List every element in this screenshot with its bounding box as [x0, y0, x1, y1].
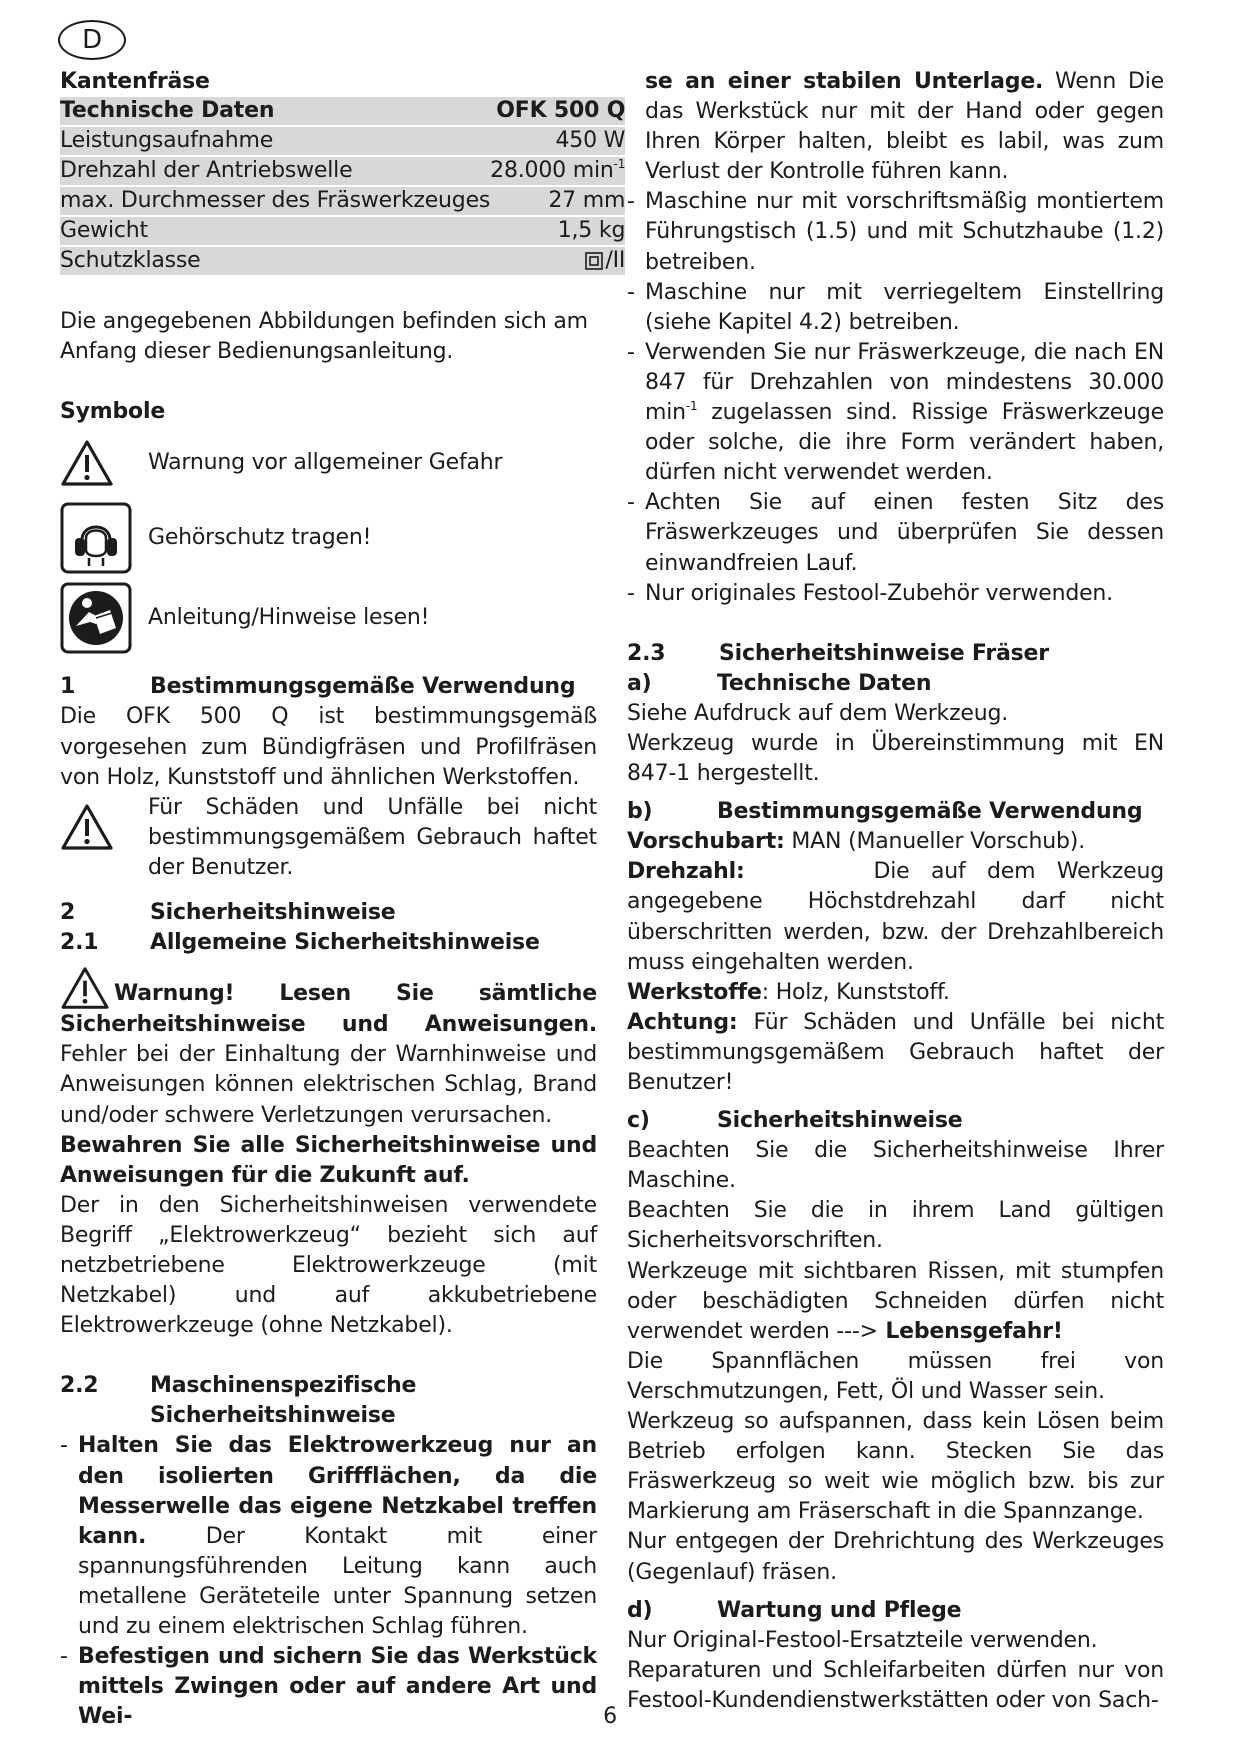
section-number: c): [627, 1108, 650, 1134]
protection-class-value: /II: [605, 248, 626, 274]
symbol-row: [60, 435, 597, 491]
table-header-model: OFK 500 Q: [490, 97, 625, 125]
technical-data-table: [60, 95, 625, 277]
section-2-2-heading: [60, 1371, 597, 1431]
section-title: Sicherheitshinweise Fräser: [719, 640, 1049, 666]
section-number: b): [627, 799, 653, 825]
list-item-text: Verwenden Sie nur Fräswerkzeuge, die nach EN 847 für Drehzahlen von mindestens 30.000 min: [645, 339, 1164, 426]
list-item-bold: Halten Sie das Elektrowerkzeug nur an den isolierten Griffflächen, da die Messerwelle das eigene Netzkabel treffen kann.: [78, 1433, 597, 1549]
list-item: - Maschine nur mit verriegeltem Einstellring (siehe Kapitel 4.2) betreiben.: [627, 278, 1164, 338]
section-number: d): [627, 1597, 653, 1623]
rpm-exponent: -1: [613, 157, 626, 172]
d-paragraph: Reparaturen und Schleifarbeiten dürfen nur von Festool-Kundendienstwerkstätten oder von Sach-: [627, 1657, 1164, 1713]
feed-text: MAN (Manueller Vorschub).: [784, 829, 1085, 855]
symbol-label: Warnung vor allgemeiner Gefahr: [148, 450, 503, 476]
section-2-3-heading: [627, 639, 1164, 669]
a-paragraph: Siehe Aufdruck auf dem Werkzeug.: [627, 700, 1009, 726]
c-paragraph: Beachten Sie die Sicherheitshinweise Ihrer Maschine.: [627, 1138, 1164, 1194]
c-paragraph: Werkzeug so aufspannen, dass kein Lösen beim Betrieb erfolgen kann. Stecken Sie das Fräswerkzeug so weit wie möglich bzw. bis zur Markierung am Fräserschaft in die Spannzange.: [627, 1409, 1164, 1525]
table-header-label: Technische Daten: [60, 97, 490, 125]
caution-label: Achtung:: [627, 1009, 738, 1035]
table-row: [60, 157, 625, 185]
continued-bold: se an einer stabilen Unterlage.: [645, 69, 1044, 94]
feed-label: Vorschubart:: [627, 829, 785, 855]
section-number: 2: [60, 900, 76, 926]
product-title: Kantenfräse: [60, 69, 210, 94]
subsection-d-heading: [627, 1596, 1164, 1626]
row-value: [490, 157, 625, 185]
read-manual-icon: [60, 582, 148, 654]
symbol-row: [60, 499, 597, 577]
table-header-row: [60, 97, 625, 125]
language-badge: D: [58, 20, 126, 60]
subsection-a-heading: [627, 669, 1164, 699]
c-paragraph: Die Spannflächen müssen frei von Verschmutzungen, Fett, Öl und Wasser sein.: [627, 1348, 1164, 1404]
list-item-bold: Befestigen und sichern Sie das Werkstück mittels Zwingen oder auf andere Art und Wei-: [78, 1644, 597, 1730]
row-value: 27 mm: [490, 187, 625, 215]
row-value: 450 W: [490, 127, 625, 155]
list-item: - Halten Sie das Elektrowerkzeug nur an den isolierten Griffflächen, da die Messerwelle das eigene Netzkabel treffen kann. Der Kontakt mit einer spannungsführenden Leitung kann auch metallene Geräteteile unter Spannung setzen und zu einem elektrischen Schlag führen.: [60, 1433, 597, 1639]
caution-text: Für Schäden und Unfälle bei nicht bestimmungsgemäßem Gebrauch haftet der Benutzer!: [627, 1009, 1164, 1095]
list-item-text: Maschine nur mit vorschriftsmäßig montiertem Führungstisch (1.5) und mit Schutzhaube (1.2) betreiben.: [645, 189, 1164, 275]
warning-triangle-icon: [60, 966, 110, 1010]
table-row: [60, 247, 625, 275]
list-item-continued: [627, 67, 1164, 187]
list-item-text: Maschine nur mit verriegeltem Einstellring (siehe Kapitel 4.2) betreiben.: [645, 279, 1164, 335]
row-label: Schutzklasse: [60, 247, 490, 275]
section-title: Sicherheitshinweise: [717, 1108, 963, 1134]
danger-label: Lebensgefahr!: [877, 1318, 1063, 1344]
materials-text: : Holz, Kunststoff.: [761, 979, 950, 1005]
a-paragraph: Werkzeug wurde in Übereinstimmung mit EN 847-1 hergestellt.: [627, 730, 1164, 787]
keep-instructions: Bewahren Sie alle Sicherheitshinweise und Anweisungen für die Zukunft auf.: [60, 1132, 597, 1188]
section-number: a): [627, 670, 652, 696]
subsection-b-heading: [627, 797, 1164, 827]
section-1-heading: [60, 672, 597, 702]
page-number: 6: [603, 1704, 617, 1729]
table-row: [60, 127, 625, 155]
section-title: Sicherheitshinweise: [150, 900, 396, 926]
section-number: 1: [60, 674, 76, 700]
c-paragraph: Nur entgegen der Drehrichtung des Werkzeuges (Gegenlauf) fräsen.: [627, 1529, 1164, 1585]
section-title: Bestimmungsgemäße Verwendung: [717, 799, 1143, 825]
materials-line: [627, 978, 1164, 1008]
section-2-1-heading: [60, 928, 597, 958]
warning-triangle-icon: [60, 439, 148, 487]
right-column: [627, 67, 1164, 1716]
list-item: - Maschine nur mit vorschriftsmäßig montiertem Führungstisch (1.5) und mit Schutzhaube (1.2) betreiben.: [627, 187, 1164, 277]
speed-text: Die auf dem Werkzeug angegebene Höchstdrehzahl darf nicht überschritten werden, bzw. der Drehzahlbereich muss eingehalten werden.: [627, 859, 1164, 975]
section-title: Wartung und Pflege: [717, 1597, 962, 1623]
left-column: [60, 67, 626, 1732]
list-item: - Befestigen und sichern Sie das Werkstück mittels Zwingen oder auf andere Art und Wei-: [60, 1644, 597, 1730]
caution-paragraph: [627, 1008, 1164, 1098]
section-title: Maschinenspezifische Sicherheitshinweise: [150, 1373, 417, 1429]
liability-warning: [60, 793, 597, 883]
intro-text: Die angegebenen Abbildungen befinden sich am Anfang dieser Bedienungsanleitung.: [60, 309, 588, 365]
general-warning-paragraph: [60, 966, 597, 1130]
row-value: 1,5 kg: [490, 217, 625, 245]
c-text: Werkzeuge mit sichtbaren Rissen, mit stumpfen oder beschädigten Schneiden dürfen nicht verwendet werden --->: [627, 1258, 1164, 1344]
section-1-body: Die OFK 500 Q ist bestimmungsgemäß vorgesehen zum Bündigfräsen und Profilfräsen von Holz, Kunststoff und ähnlichen Werkstoffen.: [60, 704, 597, 790]
rpm-exponent: -1: [685, 399, 698, 414]
power-tool-term: Der in den Sicherheitshinweisen verwendete Begriff „Elektrowerkzeug“ bezieht sich auf netzbetriebene Elektrowerkzeuge (mit Netzkabel) und auf akkubetriebene Elektrowerkzeuge (ohne Netzkabel).: [60, 1192, 597, 1339]
symbol-label: Gehörschutz tragen!: [148, 525, 372, 551]
protection-class-icon: [585, 252, 603, 270]
warning-bold: Warnung! Lesen Sie sämtliche Sicherheitshinweise und Anweisungen.: [60, 981, 597, 1038]
symbol-row: [60, 579, 597, 657]
speed-paragraph: [627, 857, 1164, 977]
d-paragraph: Nur Original-Festool-Ersatzteile verwenden.: [627, 1627, 1098, 1653]
speed-label: Drehzahl:: [627, 859, 745, 885]
row-value: [490, 247, 625, 275]
list-item-text: Der Kontakt mit einer spannungsführenden Leitung kann auch metallene Geräteteile unter Spannung setzen und zu einem elektrischen Schlag führen.: [78, 1523, 597, 1639]
row-label: max. Durchmesser des Fräswerkzeuges: [60, 188, 491, 214]
table-row: [60, 217, 625, 245]
feed-line: [627, 827, 1164, 857]
section-2-heading: [60, 898, 597, 928]
list-item: - Achten Sie auf einen festen Sitz des Fräswerkzeuges und überprüfen Sie dessen einwandfreien Lauf.: [627, 488, 1164, 578]
materials-label: Werkstoffe: [627, 979, 762, 1005]
section-number: 2.1: [60, 930, 99, 956]
list-item-text: Achten Sie auf einen festen Sitz des Fräswerkzeuges und überprüfen Sie dessen einwandfreien Lauf.: [645, 490, 1164, 576]
section-title: Technische Daten: [717, 670, 932, 696]
section-number: 2.2: [60, 1373, 99, 1399]
symbol-label: Anleitung/Hinweise lesen!: [148, 605, 430, 631]
c-paragraph: [627, 1257, 1164, 1347]
subsection-c-heading: [627, 1106, 1164, 1136]
section-title: Allgemeine Sicherheitshinweise: [150, 930, 540, 956]
c-paragraph: Beachten Sie die in ihrem Land gültigen Sicherheitsvorschriften.: [627, 1198, 1164, 1254]
symbols-heading: Symbole: [60, 399, 166, 425]
liability-warning-text: Für Schäden und Unfälle bei nicht bestimmungsgemäßem Gebrauch haftet der Benutzer.: [148, 794, 597, 880]
continued-text: Wenn Die das Werkstück nur mit der Hand oder gegen Ihren Körper halten, bleibt es labil, was zum Verlust der Kontrolle führen kann.: [645, 69, 1164, 185]
warning-triangle-icon: [60, 793, 148, 883]
list-item: - Verwenden Sie nur Fräswerkzeuge, die nach EN 847 für Drehzahlen von mindestens 30.000 $\min^{-1}$ zugelassen sind. Rissige Fräswerkzeuge oder solche, die ihre Form verändert haben, dürfen nicht verwendet werden.: [627, 339, 1164, 486]
row-label: Gewicht: [60, 217, 490, 245]
table-row: [60, 187, 625, 215]
section-title: Bestimmungsgemäße Verwendung: [150, 674, 576, 700]
rpm-value: 28.000 min: [490, 158, 614, 184]
list-item-text: Nur originales Festool-Zubehör verwenden.: [645, 580, 1113, 606]
row-label: Leistungsaufnahme: [60, 127, 490, 155]
hearing-protection-icon: [60, 502, 148, 574]
list-item: - Nur originales Festool-Zubehör verwenden.: [627, 579, 1164, 609]
row-label: Drehzahl der Antriebswelle: [60, 157, 490, 185]
list-item-text: zugelassen sind. Rissige Fräswerkzeuge oder solche, die ihre Form verändert haben, dürfen nicht verwendet werden.: [645, 400, 1164, 486]
section-number: 2.3: [627, 640, 666, 666]
warning-text: Fehler bei der Einhaltung der Warnhinweise und Anweisungen können elektrischen Schlag, Brand und/oder schwere Verletzungen verursachen.: [60, 1042, 597, 1128]
